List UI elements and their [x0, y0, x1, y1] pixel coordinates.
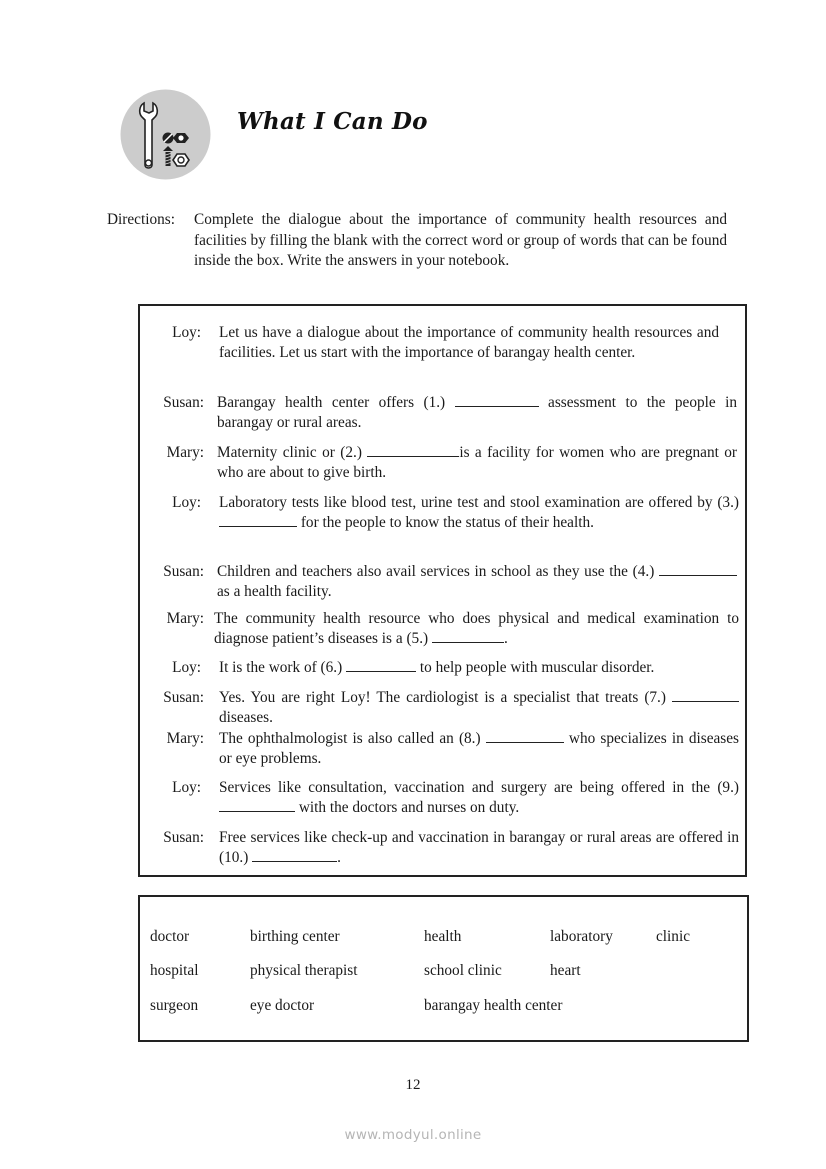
speaker-name: Loy: — [172, 494, 201, 511]
speech-after: with the doctors and nurses on duty. — [295, 798, 520, 816]
speaker-name: Loy: — [172, 659, 201, 676]
word-bank-item: hospital — [150, 962, 199, 979]
speaker-name: Susan: — [163, 829, 204, 846]
word-bank-box — [138, 895, 749, 1042]
answer-blank — [455, 394, 539, 407]
speaker-name: Loy: — [172, 324, 201, 341]
speech-before: Barangay health center offers — [217, 394, 424, 411]
speech-after: as a health facility. — [217, 582, 332, 600]
answer-blank — [672, 689, 739, 702]
directions — [107, 210, 727, 272]
watermark: www.modyul.online — [344, 1127, 482, 1143]
directions-text: Complete the dialogue about the importance of community health resources and facilities by filling the blank with the correct word or group of words that can be found inside the box. Write the answers in your notebook. — [194, 211, 727, 270]
speaker-name: Susan: — [163, 563, 204, 580]
item-number: (8.) — [458, 730, 481, 747]
speech-before: Yes. You are right Loy! The cardiologist is a specialist that treats — [219, 689, 645, 706]
speech-after: is a facility for women who are pregnant or who are about to give birth. — [217, 444, 737, 481]
speech-after: assessment to the people in barangay or rural areas. — [217, 394, 737, 431]
speech-after: for the people to know the status of their health. — [297, 513, 594, 531]
speech-before: Free services like check-up and vaccination in barangay or rural areas are offered in — [219, 829, 739, 846]
speech-text — [217, 393, 737, 432]
word-bank-item: school clinic — [424, 962, 502, 979]
speech-text — [219, 493, 739, 532]
speech-text — [219, 778, 739, 817]
speech-text — [214, 609, 739, 648]
item-number: (2.) — [340, 444, 362, 461]
speech-before: Let us have a dialogue about the importance of community health resources and facilities. Let us start with the importance of barangay health center. — [219, 324, 719, 361]
answer-blank — [486, 730, 564, 743]
speaker-name: Mary: — [166, 730, 204, 747]
speaker-name: Susan: — [163, 689, 204, 706]
speech-text — [219, 688, 739, 727]
item-number: (6.) — [320, 659, 343, 676]
speaker-name: Susan: — [163, 394, 204, 411]
item-number: (1.) — [423, 394, 446, 411]
speaker-name: Mary: — [166, 610, 204, 627]
speech-text — [217, 562, 737, 601]
speech-after: diseases. — [219, 708, 273, 726]
speech-text — [219, 828, 739, 867]
speech-text — [219, 729, 739, 768]
wrench-and-bolts-icon — [120, 89, 211, 180]
speaker-name: Loy: — [172, 779, 201, 796]
item-number: (10.) — [219, 848, 249, 866]
page-title: What I Can Do — [237, 108, 428, 135]
speech-before: The community health resource who does physical and medical examination to diagnose patient’s diseases is a — [214, 610, 739, 647]
speech-before: Services like consultation, vaccination and surgery are being offered in the — [219, 779, 718, 796]
item-number: (7.) — [644, 689, 666, 706]
word-bank-item: health — [424, 928, 462, 945]
answer-blank — [432, 630, 504, 643]
speech-before: The ophthalmologist is also called an — [219, 730, 459, 747]
item-number: (5.) — [406, 629, 429, 647]
answer-blank — [252, 849, 337, 862]
answer-blank — [219, 514, 297, 527]
word-bank-item: clinic — [656, 928, 690, 945]
answer-blank — [659, 563, 737, 576]
answer-blank — [346, 659, 416, 672]
speech-text — [219, 658, 739, 678]
page-number: 12 — [405, 1077, 421, 1093]
word-bank-item: doctor — [150, 928, 190, 945]
word-bank-item: physical therapist — [250, 962, 358, 979]
answer-blank — [219, 799, 295, 812]
item-number: (3.) — [717, 494, 739, 511]
speaker-name: Mary: — [166, 444, 204, 461]
answer-blank — [367, 444, 459, 457]
speech-before: It is the work of — [219, 659, 321, 676]
speech-after: to help people with muscular disorder. — [416, 659, 655, 676]
speech-before: Maternity clinic or — [217, 444, 341, 461]
dialogue-box — [138, 304, 747, 877]
word-bank-item: surgeon — [150, 997, 199, 1014]
item-number: (9.) — [717, 779, 739, 796]
item-number: (4.) — [632, 563, 655, 580]
speech-before: Children and teachers also avail services in school as they use the — [217, 563, 633, 580]
speech-text — [217, 443, 737, 482]
speech-after: . — [337, 848, 341, 866]
speech-after: . — [503, 629, 508, 647]
word-bank-item: eye doctor — [250, 997, 315, 1014]
word-bank-item: birthing center — [250, 928, 340, 945]
speech-after: who specializes in diseases or eye problems. — [219, 730, 739, 767]
word-bank-item: heart — [550, 962, 581, 979]
directions-label: Directions: — [107, 211, 175, 228]
speech-text — [219, 323, 719, 362]
word-bank-item: barangay health center — [424, 997, 563, 1014]
word-bank-item: laboratory — [550, 928, 613, 945]
speech-before: Laboratory tests like blood test, urine test and stool examination are offered by — [219, 494, 718, 511]
